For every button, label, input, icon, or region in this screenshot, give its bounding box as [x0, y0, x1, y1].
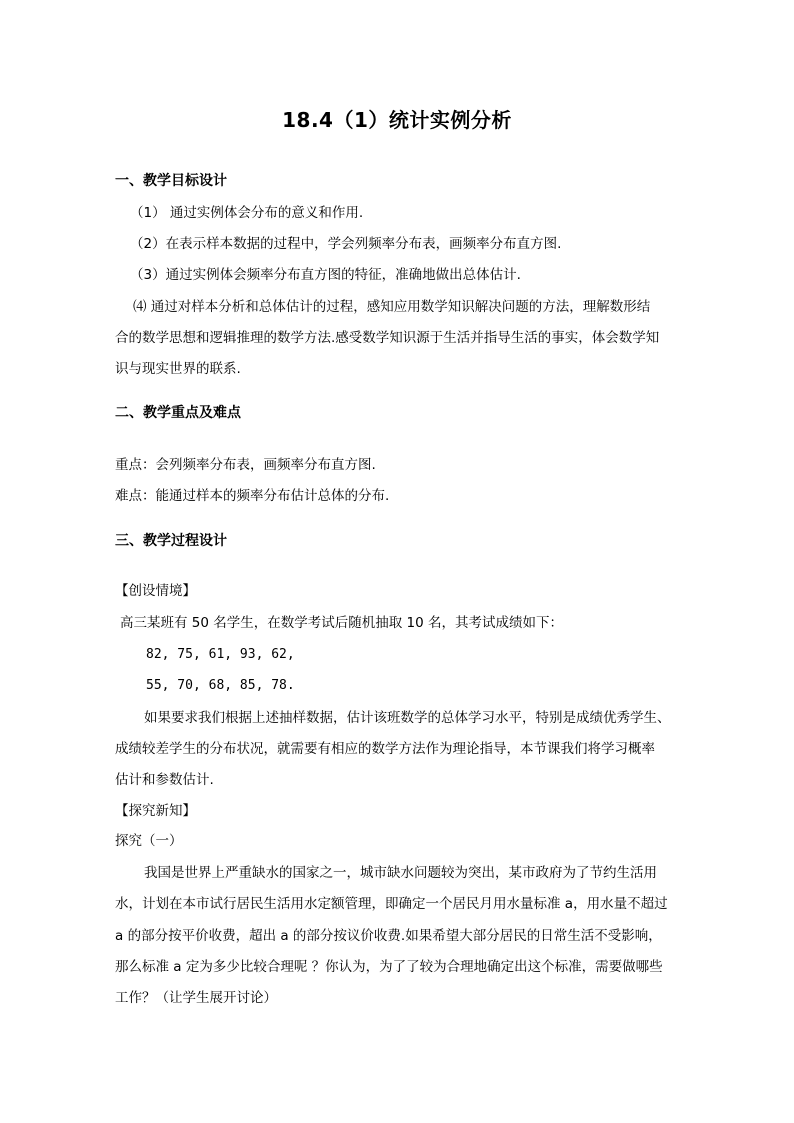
paragraph-2-line4: 那么标准 a 定为多少比较合理呢 ？你认为，为了了较为合理地确定出这个标准，需要做哪些 [115, 959, 663, 975]
paragraph-2-line2: 水，计划在本市试行居民生活用水定额管理，即确定一个居民月用水量标准 a，用水量不超过 [115, 896, 668, 912]
paragraph-1-line2: 成绩较差学生的分布状况，就需要有相应的数学方法作为理论指导，本节课我们将学习概率 [115, 741, 655, 757]
scores-row-1: 82, 75, 61, 93, 62, [146, 647, 295, 662]
section-heading-process: 三、教学过程设计 [115, 533, 227, 549]
explore-label: 【探究新知】 [115, 803, 196, 819]
objective-item-4-line3: 识与现实世界的联系. [115, 361, 241, 377]
objective-item-4-line1: ⑷ 通过对样本分析和总体估计的过程，感知应用数学知识解决问题的方法，理解数形结 [133, 299, 651, 315]
scores-row-2: 55, 70, 68, 85, 78. [146, 678, 295, 693]
explore-subheading: 探究（一） [115, 833, 183, 849]
paragraph-2-line5: 工作？（让学生展开讨论） [115, 990, 277, 1006]
paragraph-2-line3: a 的部分按平价收费，超出 a 的部分按议价收费.如果希望大部分居民的日常生活不受影响， [115, 928, 662, 944]
key-point: 重点：会列频率分布表，画频率分布直方图. [115, 457, 376, 473]
document-title: 18.4（1）统计实例分析 [282, 108, 512, 132]
objective-item-3: （3）通过实例体会频率分布直方图的特征，准确地做出总体估计. [130, 267, 521, 283]
section-heading-objectives: 一、教学目标设计 [115, 173, 227, 189]
scenario-label: 【创设情境】 [115, 583, 196, 599]
difficult-point: 难点：能通过样本的频率分布估计总体的分布. [115, 488, 390, 504]
objective-item-4-line2: 合的数学思想和逻辑推理的数学方法.感受数学知识源于生活并指导生活的事实，体会数学知 [115, 330, 660, 346]
paragraph-2-line1: 我国是世界上严重缺水的国家之一，城市缺水问题较为突出，某市政府为了节约生活用 [144, 865, 657, 881]
paragraph-1-line1: 如果要求我们根据上述抽样数据，估计该班数学的总体学习水平，特别是成绩优秀学生、 [144, 710, 671, 726]
objective-item-1: （1） 通过实例体会分布的意义和作用. [130, 205, 364, 221]
scenario-text: 高三某班有 50 名学生，在数学考试后随机抽取 10 名，其考试成绩如下： [120, 615, 564, 631]
paragraph-1-line3: 估计和参数估计. [115, 772, 214, 788]
section-heading-key-points: 二、教学重点及难点 [115, 405, 241, 421]
objective-item-2: （2）在表示样本数据的过程中，学会列频率分布表，画频率分布直方图. [130, 236, 562, 252]
